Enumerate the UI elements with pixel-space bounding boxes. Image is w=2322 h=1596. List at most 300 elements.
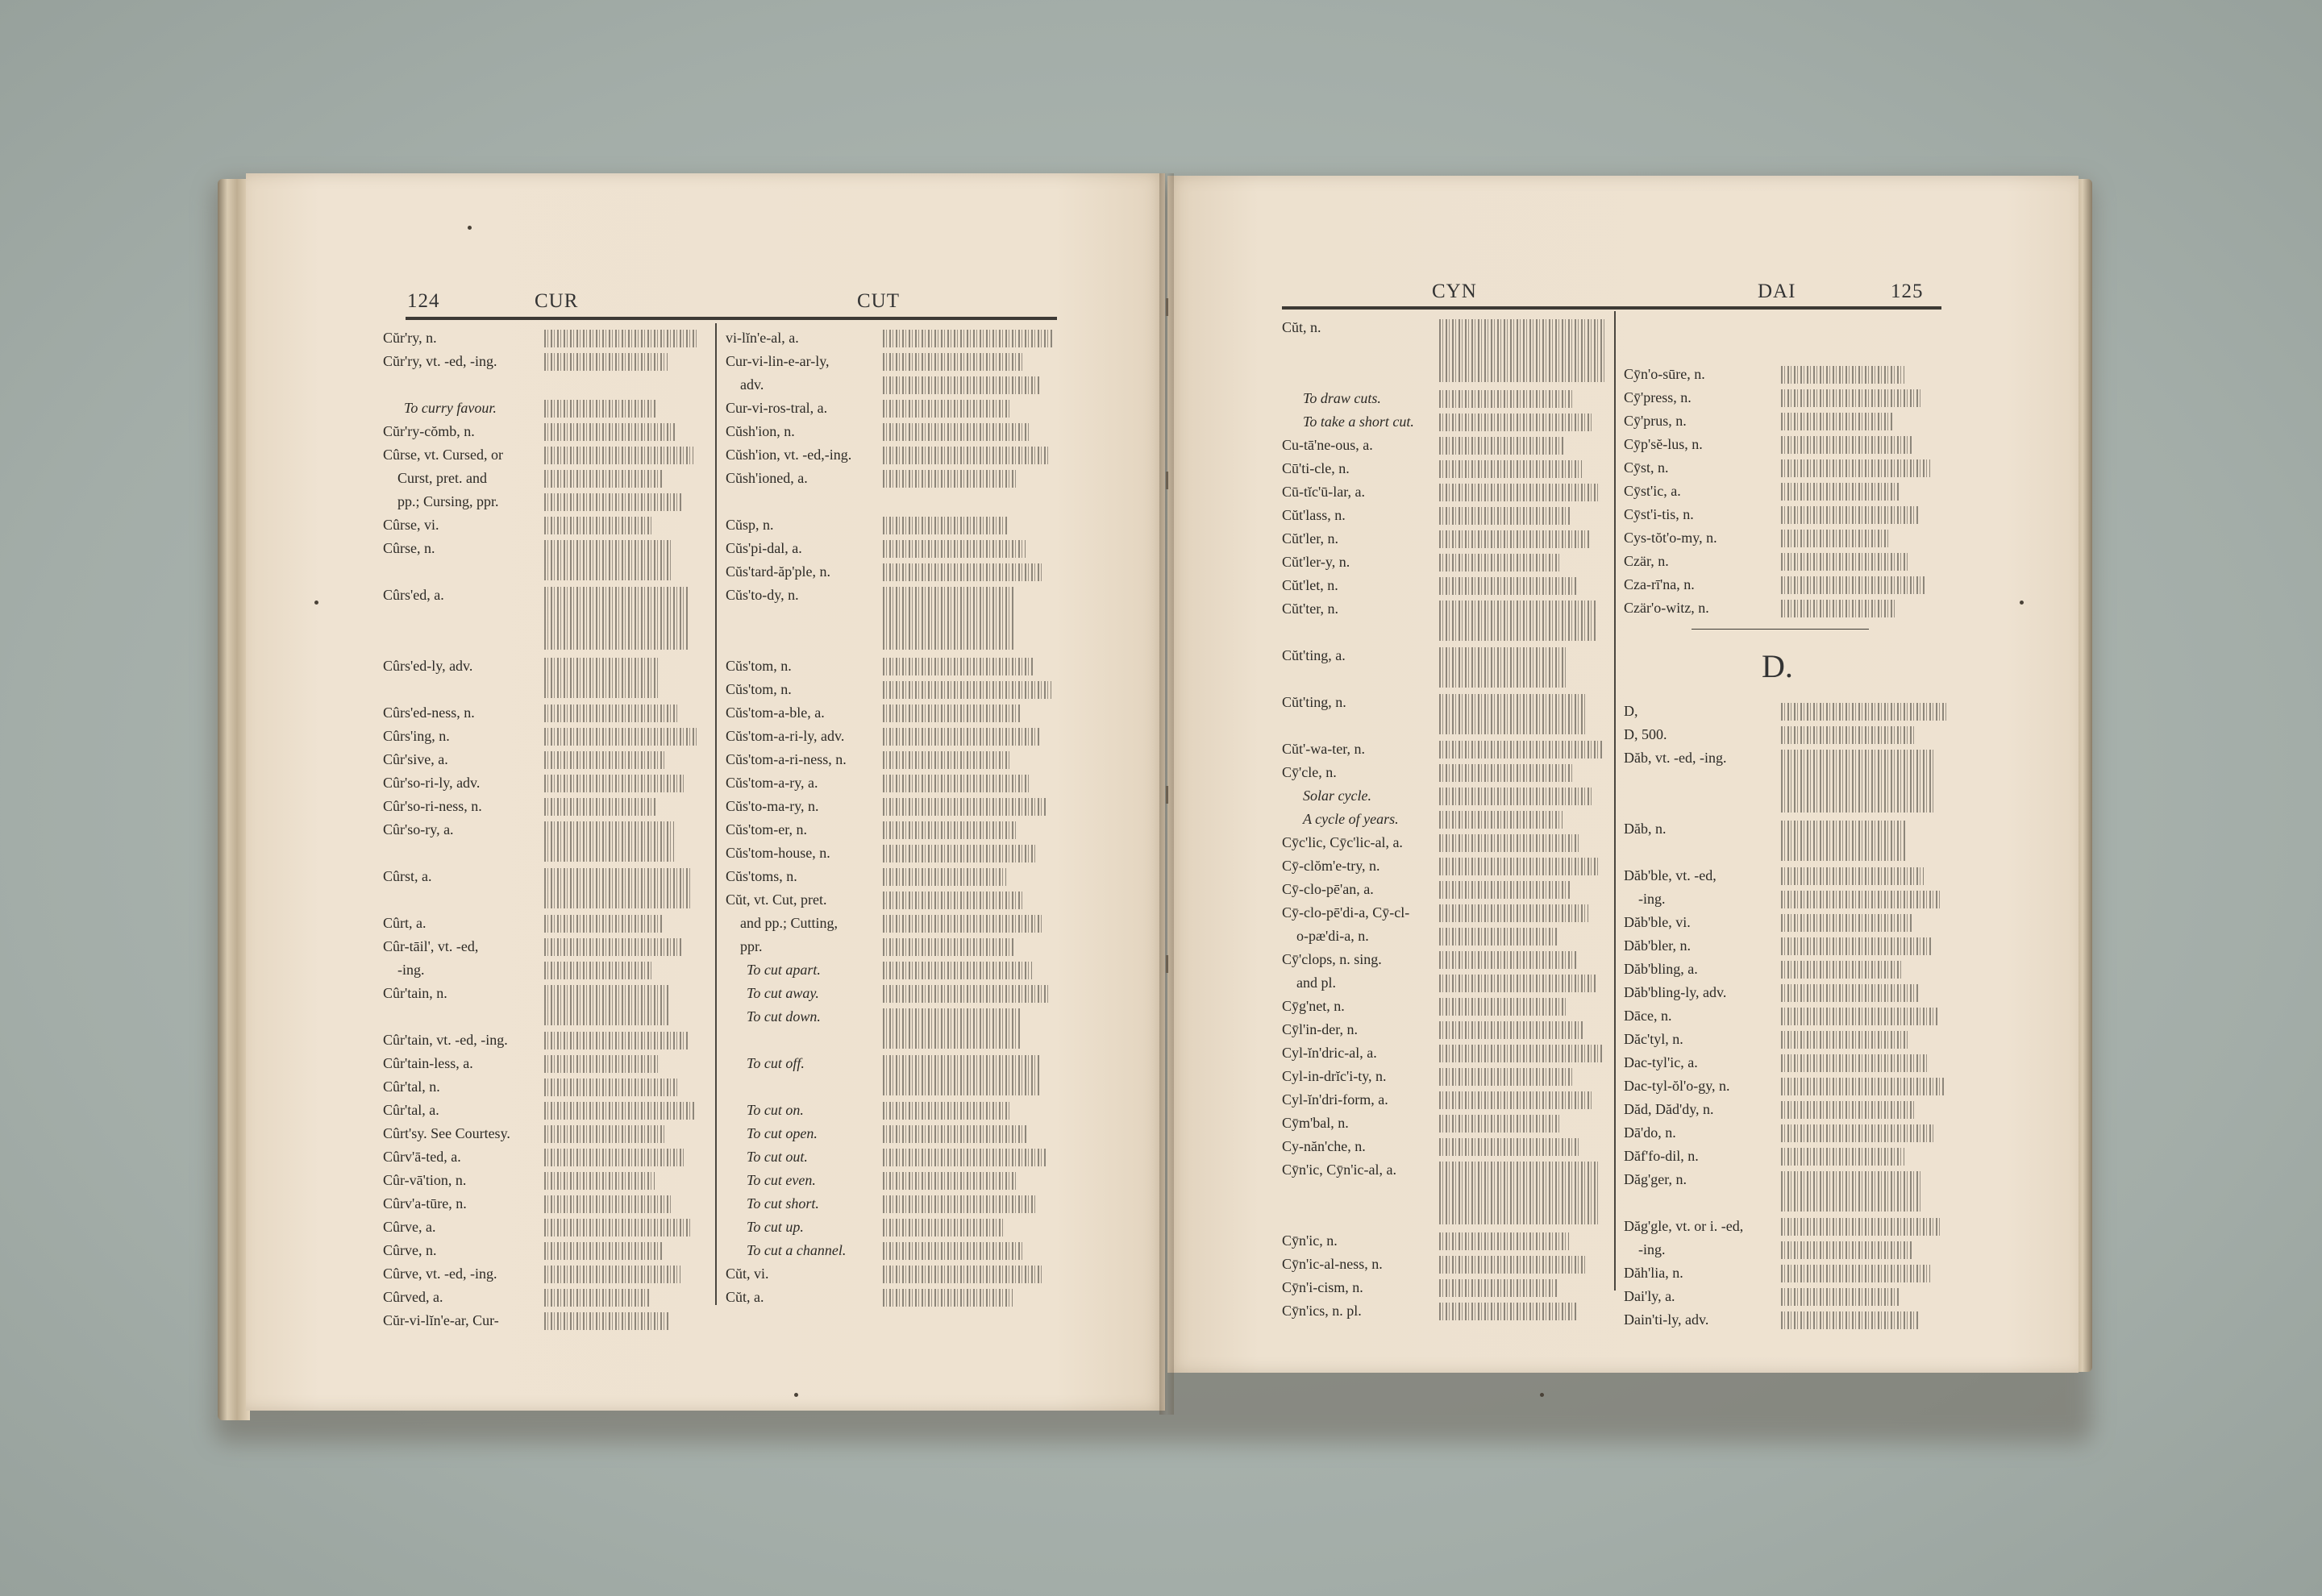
dictionary-entry (1282, 644, 1612, 691)
dictionary-entry (383, 795, 705, 818)
dictionary-entry (726, 1169, 1056, 1192)
dictionary-entry (383, 1075, 705, 1099)
japanese-gloss (544, 493, 682, 511)
japanese-gloss (1781, 600, 1896, 617)
japanese-gloss (1439, 858, 1600, 875)
japanese-gloss (544, 985, 670, 1025)
japanese-gloss (1439, 928, 1558, 946)
japanese-gloss (883, 1055, 1039, 1095)
japanese-gloss (544, 1312, 669, 1330)
headword: Czär'o-witz, n. (1624, 600, 1709, 616)
headword: Dăb'bler, n. (1624, 937, 1691, 954)
headword: To draw cuts. (1303, 390, 1381, 406)
japanese-gloss (1439, 904, 1588, 922)
headword: Cŭsh'ion, vt. -ed,-ing. (726, 447, 852, 463)
japanese-gloss (883, 962, 1032, 979)
headword: Cŭs'tom, n. (726, 681, 792, 697)
dictionary-entry (1282, 971, 1612, 995)
japanese-gloss (544, 447, 693, 464)
japanese-gloss (1781, 1008, 1938, 1025)
headword: Cûr'tal, a. (383, 1102, 439, 1118)
japanese-gloss (1439, 998, 1566, 1016)
dictionary-entry (726, 1005, 1056, 1052)
headword: Cū-tĭc'ū-lar, a. (1282, 484, 1365, 500)
dictionary-entry (726, 1122, 1056, 1145)
dictionary-entry (1624, 1051, 1946, 1074)
headword: Cûrve, a. (383, 1219, 436, 1235)
dictionary-entry (1624, 934, 1946, 958)
dictionary-entry (383, 935, 705, 958)
japanese-gloss (883, 821, 1017, 839)
dictionary-entry (726, 443, 1056, 467)
japanese-gloss (544, 1289, 651, 1307)
japanese-gloss (1781, 1171, 1923, 1212)
japanese-gloss (1781, 366, 1904, 384)
headword: Cu-tā'ne-ous, a. (1282, 437, 1373, 453)
headword: Cȳ-clŏm'e-try, n. (1282, 858, 1380, 874)
japanese-gloss (544, 915, 663, 933)
dictionary-entry (1282, 925, 1612, 948)
headword: Dăg'gle, vt. or i. -ed, (1624, 1218, 1744, 1234)
japanese-gloss (1439, 319, 1604, 382)
headword: Cŭs'tom-a-ri-ness, n. (726, 751, 847, 767)
headword: ppr. (740, 938, 763, 954)
headword: Cȳg'net, n. (1282, 998, 1345, 1014)
page-number-right: 125 (1891, 281, 1924, 302)
japanese-gloss (883, 751, 1010, 769)
dictionary-entry (726, 467, 1056, 490)
dictionary-entry (1282, 434, 1612, 457)
dictionary-entry (726, 1099, 1056, 1122)
japanese-gloss (1781, 961, 1901, 979)
dictionary-entry (1624, 433, 1946, 456)
japanese-gloss (1781, 1311, 1919, 1329)
dictionary-entry (383, 584, 705, 655)
dictionary-entry (383, 1169, 705, 1192)
dictionary-entry (726, 935, 1056, 958)
japanese-gloss (1439, 951, 1577, 969)
right-column-c (1624, 700, 1946, 1332)
dictionary-entry (726, 373, 1056, 397)
headword: To cut away. (747, 985, 819, 1001)
japanese-gloss (1439, 1256, 1588, 1274)
dictionary-entry (726, 584, 1056, 655)
dictionary-entry (726, 1286, 1056, 1309)
headword: Cûr'tain, n. (383, 985, 447, 1001)
headword: D, 500. (1624, 726, 1667, 742)
headword: Cŭt'ter, n. (1282, 601, 1339, 617)
dictionary-entry (1282, 854, 1612, 878)
headword: Cŭs'tom-house, n. (726, 845, 830, 861)
dictionary-entry (726, 350, 1056, 373)
headword: Cȳm'bal, n. (1282, 1115, 1349, 1131)
dictionary-entry (383, 1122, 705, 1145)
headword: Cŭs'tom, n. (726, 658, 792, 674)
japanese-gloss (1781, 389, 1923, 407)
headword: To cut short. (747, 1195, 819, 1212)
dictionary-entry (1624, 981, 1946, 1004)
headword: Cûrse, n. (383, 540, 435, 556)
dictionary-entry (726, 1192, 1056, 1216)
headword: Dāce, n. (1624, 1008, 1672, 1024)
headword: Cûr'so-ri-ly, adv. (383, 775, 481, 791)
headword: and pl. (1296, 975, 1336, 991)
headword: Cŭr-vi-lĭn'e-ar, Cur- (383, 1312, 499, 1328)
dictionary-entry (726, 490, 1056, 513)
headword: To cut out. (747, 1149, 808, 1165)
dictionary-entry (383, 1145, 705, 1169)
dictionary-entry (383, 1192, 705, 1216)
japanese-gloss (883, 447, 1048, 464)
dictionary-entry (383, 865, 705, 912)
headword: Cȳn'i-cism, n. (1282, 1279, 1363, 1295)
dictionary-entry (383, 1029, 705, 1052)
japanese-gloss (883, 845, 1036, 862)
guide-word-left-first: CUR (535, 290, 579, 312)
japanese-gloss (1781, 891, 1942, 908)
headword: Dăb'bling-ly, adv. (1624, 984, 1727, 1000)
japanese-gloss (544, 1055, 659, 1073)
japanese-gloss (1781, 937, 1931, 955)
left-column-a (383, 326, 705, 1332)
japanese-gloss (1781, 1101, 1916, 1119)
dictionary-entry (1282, 597, 1612, 644)
dictionary-entry (1624, 911, 1946, 934)
headword: To cut down. (747, 1008, 821, 1025)
headword: Dăb, n. (1624, 821, 1667, 837)
japanese-gloss (544, 775, 685, 792)
dictionary-entry (1624, 1028, 1946, 1051)
dictionary-entry (726, 1145, 1056, 1169)
headword: Cȳst, n. (1624, 459, 1669, 476)
dictionary-entry (383, 771, 705, 795)
japanese-gloss (883, 1149, 1047, 1166)
japanese-gloss (883, 1008, 1021, 1049)
headword: Cŭsp, n. (726, 517, 774, 533)
dictionary-entry (1282, 761, 1612, 784)
japanese-gloss (1781, 1148, 1904, 1166)
headword: Cŭr'ry-cŏmb, n. (383, 423, 475, 439)
dictionary-entry (1282, 1229, 1612, 1253)
headword: Cŭt'ting, a. (1282, 647, 1346, 663)
dictionary-entry (383, 1309, 705, 1332)
dictionary-entry (726, 982, 1056, 1005)
dictionary-entry (1282, 1299, 1612, 1323)
headword: Cûrv'ā-ted, a. (383, 1149, 461, 1165)
dictionary-entry (383, 912, 705, 935)
japanese-gloss (883, 938, 1013, 956)
dictionary-entry (1624, 746, 1946, 817)
headword: Cûr'tain-less, a. (383, 1055, 473, 1071)
binding-stitch (1166, 472, 1168, 489)
dictionary-entry (726, 1216, 1056, 1239)
headword: Cŭs'toms, n. (726, 868, 797, 884)
dictionary-entry (383, 1262, 705, 1286)
headword: Cŭt'let, n. (1282, 577, 1338, 593)
binding-stitch (1166, 298, 1168, 316)
dictionary-entry (726, 912, 1056, 935)
dictionary-entry (1282, 480, 1612, 504)
headword: Dain'ti-ly, adv. (1624, 1311, 1709, 1328)
headword: Cûr'so-ri-ness, n. (383, 798, 482, 814)
japanese-gloss (544, 798, 655, 816)
header-rule-right (1282, 306, 1941, 310)
right-column-a (1282, 316, 1612, 1323)
headword: Cŭs'pi-dal, a. (726, 540, 802, 556)
dictionary-entry (1282, 1158, 1612, 1229)
headword: Cûr-vā'tion, n. (383, 1172, 467, 1188)
dictionary-entry (1624, 1004, 1946, 1028)
dictionary-entry (383, 397, 705, 420)
headword: Cŭt'ler-y, n. (1282, 554, 1350, 570)
dictionary-entry (726, 1239, 1056, 1262)
dictionary-entry (1282, 831, 1612, 854)
dictionary-entry (1624, 456, 1946, 480)
dictionary-entry (383, 537, 705, 584)
headword: Cȳst'i-tis, n. (1624, 506, 1694, 522)
dictionary-entry (1624, 503, 1946, 526)
japanese-gloss (1439, 530, 1589, 548)
headword: adv. (740, 376, 764, 393)
headword: Cŭt'ler, n. (1282, 530, 1339, 547)
dictionary-entry (726, 795, 1056, 818)
dictionary-entry (726, 748, 1056, 771)
headword: Dăg'ger, n. (1624, 1171, 1687, 1187)
headword: Cŭt'ting, n. (1282, 694, 1346, 710)
japanese-gloss (883, 775, 1029, 792)
headword: Cûrse, vi. (383, 517, 439, 533)
headword: Cȳn'ic, n. (1282, 1232, 1338, 1249)
headword: To cut on. (747, 1102, 804, 1118)
dictionary-entry (1624, 339, 1946, 363)
headword: Cûrved, a. (383, 1289, 443, 1305)
japanese-gloss (1439, 390, 1575, 408)
japanese-gloss (544, 1149, 685, 1166)
japanese-gloss (1439, 741, 1604, 759)
dictionary-entry (1282, 691, 1612, 738)
japanese-gloss (1781, 1078, 1945, 1095)
dictionary-entry (1282, 551, 1612, 574)
headword: Dăb'ble, vt. -ed, (1624, 867, 1717, 883)
headword: Cŭs'tom-er, n. (726, 821, 808, 837)
dictionary-entry (383, 326, 705, 350)
headword: To curry favour. (404, 400, 497, 416)
japanese-gloss (883, 470, 1018, 488)
japanese-gloss (883, 1242, 1024, 1260)
japanese-gloss (1439, 811, 1563, 829)
right-column-b (1624, 339, 1946, 620)
dictionary-entry (726, 397, 1056, 420)
headword: To cut apart. (747, 962, 821, 978)
headword: Cûrs'ed-ly, adv. (383, 658, 473, 674)
dictionary-entry (1624, 1074, 1946, 1098)
dictionary-entry (1624, 817, 1946, 864)
dictionary-entry (1624, 480, 1946, 503)
japanese-gloss (544, 1172, 655, 1190)
japanese-gloss (1781, 1031, 1908, 1049)
japanese-gloss (1439, 414, 1593, 431)
headword: Dăd, Dăd'dy, n. (1624, 1101, 1714, 1117)
dictionary-entry (1624, 1238, 1946, 1261)
japanese-gloss (544, 330, 697, 347)
japanese-gloss (1439, 764, 1574, 782)
japanese-gloss (1439, 1303, 1576, 1320)
headword: Cȳst'ic, a. (1624, 483, 1681, 499)
japanese-gloss (883, 704, 1022, 722)
japanese-gloss (1781, 703, 1946, 721)
japanese-gloss (1781, 436, 1912, 454)
dictionary-entry (1624, 723, 1946, 746)
headword: Cȳn'o-sūre, n. (1624, 366, 1705, 382)
headword: To cut open. (747, 1125, 818, 1141)
dictionary-entry (383, 725, 705, 748)
headword: Cŭt, vi. (726, 1266, 769, 1282)
headword: Cŭs'to-dy, n. (726, 587, 799, 603)
dictionary-entry (726, 818, 1056, 842)
dictionary-entry (726, 725, 1056, 748)
dictionary-entry (1282, 316, 1612, 387)
japanese-gloss (1439, 788, 1592, 805)
japanese-gloss (883, 517, 1007, 534)
headword: Dăb, vt. -ed, -ing. (1624, 750, 1727, 766)
headword: Cȳ'press, n. (1624, 389, 1692, 405)
japanese-gloss (544, 1219, 692, 1236)
japanese-gloss (1439, 881, 1570, 899)
headword: vi-lĭn'e-al, a. (726, 330, 799, 346)
japanese-gloss (883, 658, 1033, 675)
japanese-gloss (544, 400, 656, 418)
dictionary-entry (383, 420, 705, 443)
headword: Cȳn'ics, n. pl. (1282, 1303, 1362, 1319)
headword: Dăb'ble, vi. (1624, 914, 1691, 930)
dictionary-entry (1624, 1215, 1946, 1238)
headword: Dā'do, n. (1624, 1124, 1676, 1141)
headword: Cȳn'ic, Cȳn'ic-al, a. (1282, 1162, 1396, 1178)
dictionary-entry (1624, 1145, 1946, 1168)
japanese-gloss (1781, 1218, 1941, 1236)
japanese-gloss (1439, 1021, 1584, 1039)
dictionary-entry (383, 1216, 705, 1239)
left-page (246, 173, 1165, 1411)
japanese-gloss (1439, 601, 1596, 641)
japanese-gloss (1439, 1162, 1599, 1224)
headword: Cŭsh'ioned, a. (726, 470, 808, 486)
japanese-gloss (883, 563, 1044, 581)
japanese-gloss (544, 517, 652, 534)
headword: Cŭs'tom-a-ry, a. (726, 775, 818, 791)
headword: Cŭs'tom-a-ri-ly, adv. (726, 728, 845, 744)
dictionary-entry (726, 560, 1056, 584)
japanese-gloss (883, 892, 1025, 909)
japanese-gloss (1781, 750, 1935, 813)
japanese-gloss (544, 658, 660, 698)
headword: Cûr'tal, n. (383, 1079, 440, 1095)
headword: Cŭt'lass, n. (1282, 507, 1346, 523)
dictionary-entry (1282, 948, 1612, 971)
japanese-gloss (883, 1266, 1042, 1283)
dictionary-entry (1624, 596, 1946, 620)
headword: Cûrse, vt. Cursed, or (383, 447, 503, 463)
headword: Cȳ-clo-pē'di-a, Cȳ-cl- (1282, 904, 1410, 921)
headword: To cut a channel. (747, 1242, 847, 1258)
ink-spot (1540, 1393, 1544, 1397)
dictionary-entry (383, 655, 705, 701)
japanese-gloss (1439, 1045, 1603, 1062)
dictionary-entry (1282, 457, 1612, 480)
japanese-gloss (544, 1125, 666, 1143)
headword: and pp.; Cutting, (740, 915, 838, 931)
japanese-gloss (1781, 576, 1926, 594)
section-letter-d: D. (1762, 648, 1793, 684)
japanese-gloss (1781, 914, 1912, 932)
headword: Cûr'sive, a. (383, 751, 448, 767)
headword: Cur-vi-ros-tral, a. (726, 400, 828, 416)
japanese-gloss (544, 962, 651, 979)
ink-spot (2020, 601, 2024, 605)
headword: Cur-vi-lin-e-ar-ly, (726, 353, 830, 369)
headword: o-pæ'di-a, n. (1296, 928, 1369, 944)
dictionary-entry (726, 958, 1056, 982)
headword: Cȳl'in-der, n. (1282, 1021, 1359, 1037)
headword: -ing. (397, 962, 425, 978)
headword: Cûr-tāil', vt. -ed, (383, 938, 479, 954)
headword: Curst, pret. and (397, 470, 487, 486)
dictionary-entry (726, 326, 1056, 350)
headword: Cys-tŏt'o-my, n. (1624, 530, 1717, 546)
headword: Dac-tyl-ŏl'o-gy, n. (1624, 1078, 1730, 1094)
headword: Dăc'tyl, n. (1624, 1031, 1683, 1047)
japanese-gloss (1439, 834, 1581, 852)
japanese-gloss (1781, 867, 1924, 885)
japanese-gloss (883, 330, 1052, 347)
japanese-gloss (544, 587, 689, 650)
headword: -ing. (1638, 891, 1666, 907)
dictionary-entry (726, 537, 1056, 560)
japanese-gloss (883, 353, 1022, 371)
japanese-gloss (1439, 1091, 1592, 1109)
dictionary-entry (1282, 995, 1612, 1018)
dictionary-entry (1624, 864, 1946, 887)
dictionary-entry (1624, 363, 1946, 386)
ink-spot (468, 226, 472, 230)
japanese-gloss (883, 1102, 1009, 1120)
headword: Cûrs'ed, a. (383, 587, 444, 603)
dictionary-entry (1282, 574, 1612, 597)
headword: Cȳn'ic-al-ness, n. (1282, 1256, 1383, 1272)
dictionary-entry (1624, 887, 1946, 911)
japanese-gloss (1439, 484, 1600, 501)
japanese-gloss (883, 681, 1051, 699)
japanese-gloss (1781, 483, 1900, 501)
dictionary-entry (1282, 1135, 1612, 1158)
japanese-gloss (883, 1195, 1035, 1213)
japanese-gloss (544, 1266, 680, 1283)
column-divider-right (1614, 311, 1616, 1291)
japanese-gloss (1781, 984, 1920, 1002)
dictionary-entry (383, 350, 705, 373)
japanese-gloss (544, 821, 674, 862)
headword: Dai'ly, a. (1624, 1288, 1675, 1304)
headword: To cut off. (747, 1055, 805, 1071)
dictionary-entry (726, 655, 1056, 678)
headword: Cȳ'cle, n. (1282, 764, 1337, 780)
headword: Cy-năn'che, n. (1282, 1138, 1366, 1154)
japanese-gloss (1781, 821, 1905, 861)
japanese-gloss (1439, 975, 1596, 992)
japanese-gloss (544, 423, 675, 441)
japanese-gloss (1781, 530, 1889, 547)
japanese-gloss (1439, 460, 1582, 478)
